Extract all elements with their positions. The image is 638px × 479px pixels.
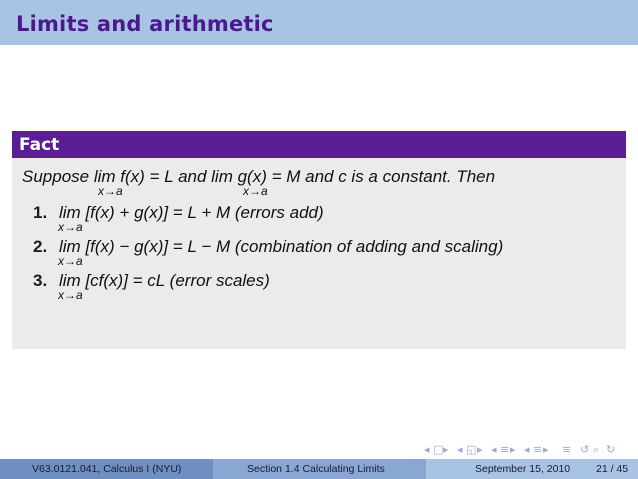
intro-statement: Suppose lim f(x) = L and lim g(x) = M and c is a constant. Then xyxy=(22,167,496,186)
footer-date-section xyxy=(426,459,638,479)
nav-search-icon[interactable]: ⌕ xyxy=(593,443,600,456)
item-1-text: lim [f(x) + g(x)] = L + M (errors add) xyxy=(59,203,324,222)
nav-next-section-icon[interactable]: ▸ xyxy=(543,443,549,456)
footer-title-section xyxy=(213,459,426,479)
footer-page-number: 21 / 45 xyxy=(596,463,629,475)
nav-slide-icon[interactable]: ◱ xyxy=(466,443,477,456)
item-3-subscript: x→a xyxy=(58,288,83,302)
footer-section-title: Section 1.4 Calculating Limits xyxy=(247,463,385,475)
slide-title: Limits and arithmetic xyxy=(16,12,274,36)
fact-block-header xyxy=(12,131,626,158)
nav-prev-subsection-icon[interactable]: ◂ xyxy=(491,443,497,456)
item-2-number: 2. xyxy=(33,237,48,256)
footer-bar xyxy=(0,459,638,479)
nav-next-slide-icon[interactable]: ▸ xyxy=(477,443,483,456)
item-2-text: lim [f(x) − g(x)] = L − M (combination of adding and scaling) xyxy=(59,237,504,256)
footer-date: September 15, 2010 xyxy=(475,463,571,475)
navigation-controls xyxy=(424,443,624,457)
nav-subsection-icon[interactable]: ≡ xyxy=(500,443,510,456)
nav-prev-slide-icon[interactable]: ◂ xyxy=(457,443,463,456)
footer-course-section xyxy=(0,459,213,479)
item-2-subscript: x→a xyxy=(58,254,83,268)
nav-next-subsection-icon[interactable]: ▸ xyxy=(510,443,516,456)
item-1-number: 1. xyxy=(33,203,48,222)
fact-block-title: Fact xyxy=(19,135,60,155)
nav-toc-icon[interactable]: ≡ xyxy=(562,443,572,456)
intro-subscript-2: x→a xyxy=(243,184,268,198)
footer-course: V63.0121.041, Calculus I (NYU) xyxy=(32,463,182,475)
nav-frame-icon[interactable]: □ xyxy=(433,443,444,456)
item-1-subscript: x→a xyxy=(58,220,83,234)
nav-back-icon[interactable]: ↺ xyxy=(580,443,590,456)
item-3-number: 3. xyxy=(33,271,48,290)
intro-subscript-1: x→a xyxy=(98,184,123,198)
nav-prev-section-icon[interactable]: ◂ xyxy=(524,443,530,456)
item-3-text: lim [cf(x)] = cL (error scales) xyxy=(59,271,270,290)
nav-forward-icon[interactable]: ↻ xyxy=(606,443,616,456)
nav-prev-frame-icon[interactable]: ◂ xyxy=(424,443,430,456)
title-bar xyxy=(0,0,638,45)
nav-section-icon[interactable]: ≡ xyxy=(533,443,543,456)
nav-next-frame-icon[interactable]: ▸ xyxy=(443,443,449,456)
